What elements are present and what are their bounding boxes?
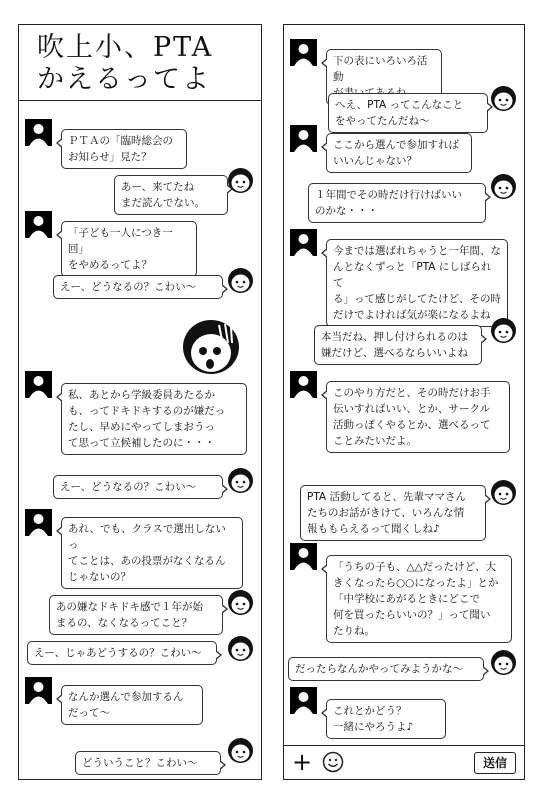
person-avatar-icon [25,677,52,704]
right-message-bubble-2: へえ、PTA ってこんなこと をやってたんだね〜 [328,93,488,133]
left-message-bubble-2: あー、来てたね まだ読んでない。 [114,175,228,215]
smiley-icon[interactable] [322,751,344,773]
person-avatar-icon [290,125,317,152]
girl-avatar-icon [227,589,254,616]
person-avatar-icon [290,39,317,66]
left-chat-panel [18,24,262,780]
right-message-bubble-7: このやり方だと、その時だけお手 伝いすればいい、とか、サークル 活動っぽくやるとか、選べるって ことみたいだよ。 [326,381,510,453]
person-avatar-icon [290,371,317,398]
girl-avatar-icon [227,267,254,294]
right-message-bubble-11: これとかどう？ 一緒にやろうよ♪ [326,699,446,739]
person-avatar-icon [290,543,317,570]
chat-input-bar [284,745,524,779]
left-message-bubble-11: どういうこと？こわい〜 [75,751,221,775]
person-avatar-icon [25,371,52,398]
girl-avatar-icon [227,737,254,764]
right-message-bubble-4: １年間でその時だけ行けばいい のかな・・・ [308,183,486,223]
right-message-bubble-9: 「うちの子も、△△だったけど、大 きくなったら○○になったよ」とか 「中学校にあがるときにどこで 何を買ったらいいの？」って聞い たりね。 [326,555,512,643]
left-message-bubble-5: 私、あとから学級委員あたるか も、ってドキドキするのが嫌だっ たし、早めにやってしまおうっ て思って立候補したのに・・・ [61,383,247,455]
girl-avatar-icon [490,317,517,344]
girl-avatar-icon [227,467,254,494]
girl-avatar-icon [490,85,517,112]
left-message-bubble-1: ＰＴＡの「臨時総会の お知らせ」見た？ [61,129,187,169]
left-message-bubble-7: あれ、でも、クラスで選出しないっ てことは、あの投票がなくなるん じゃないの？ [61,517,243,589]
right-message-bubble-5: 今までは選ばれちゃうと一年間、な んとなくずっと「PTA にしばられて る」って感じがしてたけど、その時 だけでよければ気が楽になるよね [326,239,508,327]
title-line-2: かえるってよ [37,64,211,95]
right-message-bubble-6: 本当だね、押し付けられるのは 嫌だけど、選べるならいいよね [314,325,482,365]
left-message-bubble-4: えー、どうなるの？こわい〜 [53,275,223,299]
person-avatar-icon [25,211,52,238]
right-chat-panel [283,24,525,780]
right-message-bubble-3: ここから選んで参加すれば いいんじゃない？ [326,133,472,173]
girl-avatar-icon [227,635,254,662]
person-avatar-icon [25,119,52,146]
left-message-bubble-9: えー、じゃあどうするの？こわい〜 [27,641,217,665]
title-line-1: 吹上小、PTA [37,32,214,63]
right-message-bubble-10: だったらなんかやってみようかな〜 [288,657,484,681]
shocked-face-illustration [179,315,243,375]
girl-avatar-icon [490,649,517,676]
right-message-bubble-8: PTA 活動してると、先輩ママさん たちのお話がきけて、いろんな情 報ももらえるって聞くしね♪ [300,485,486,541]
girl-avatar-icon [490,173,517,200]
plus-icon[interactable]: + [292,748,313,776]
left-message-bubble-3: 「子ども一人につき一回」 をやめるってよ？ [61,221,197,277]
person-avatar-icon [25,509,52,536]
left-message-bubble-8: あの嫌なドキドキ感で１年が始 まるの、なくなるってこと？ [49,595,223,635]
left-message-bubble-10: なんか選んで参加するん だって〜 [61,685,203,725]
right-message-bubble-1: 下の表にいろいろ活動 [326,49,442,105]
send-button[interactable]: 送信 [474,752,516,774]
person-avatar-icon [290,229,317,256]
chat-title [19,25,261,101]
left-message-bubble-6: えー、どうなるの？こわい〜 [53,475,223,499]
girl-avatar-icon [490,479,517,506]
person-avatar-icon [290,687,317,714]
